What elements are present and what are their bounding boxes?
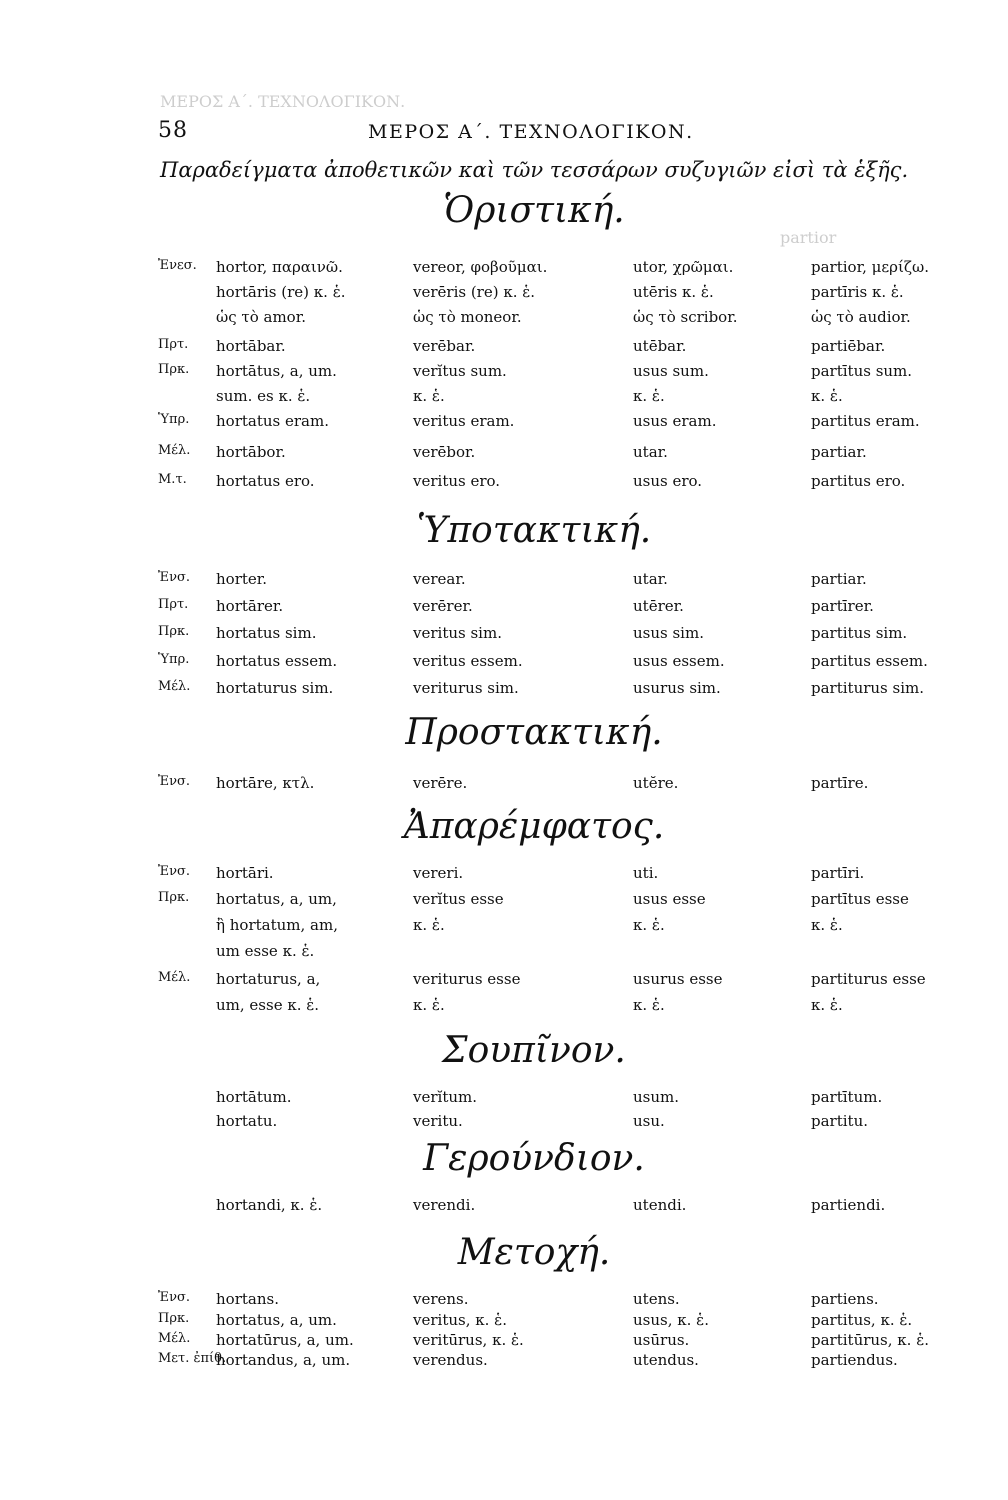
cell-partior: partitus ero.: [811, 472, 906, 490]
cell-hortor: um esse κ. ἑ.: [216, 942, 315, 960]
cell-hortor: horter.: [216, 570, 268, 588]
tense-label: Μέλ.: [158, 1331, 191, 1346]
cell-vereor: verĭtus sum.: [413, 362, 507, 380]
cell-vereor: veritus essem.: [413, 652, 523, 670]
cell-vereor: verĭtus esse: [413, 890, 504, 908]
cell-utor: utendi.: [633, 1196, 687, 1214]
bleed-through-text: partior: [780, 228, 837, 247]
cell-partior: κ. ἑ.: [811, 387, 843, 405]
cell-utor: usurus sim.: [633, 679, 721, 697]
cell-vereor: veritus eram.: [413, 412, 515, 430]
cell-partior: partiendus.: [811, 1351, 898, 1369]
cell-partior: partītus sum.: [811, 362, 913, 380]
table-row: [158, 942, 968, 964]
tense-label: Μέλ.: [158, 970, 191, 985]
cell-partior: ὡς τὸ audior.: [811, 308, 911, 326]
running-title: ΜΕΡΟΣ Α΄. ΤΕΧΝΟΛΟΓΙΚΟΝ.: [368, 121, 694, 143]
tense-label: Ὑπρ.: [158, 652, 190, 667]
cell-hortor: hortāre, κτλ.: [216, 774, 315, 792]
tense-label: Μ.τ.: [158, 472, 187, 487]
cell-vereor: verendus.: [413, 1351, 488, 1369]
cell-utor: usus sum.: [633, 362, 709, 380]
tense-label: Πρτ.: [158, 597, 189, 612]
tense-label: Ἐνσ.: [158, 864, 190, 879]
table-row: [158, 597, 968, 619]
cell-utor: usum.: [633, 1088, 680, 1106]
cell-partior: partiar.: [811, 443, 867, 461]
cell-partior: partiens.: [811, 1290, 879, 1308]
table-row: [158, 1311, 968, 1333]
table-row: [158, 1331, 968, 1353]
cell-vereor: vereor, φοβοῦμαι.: [413, 258, 548, 276]
section-heading-soupinon: Σουπῖνον.: [442, 1030, 626, 1071]
cell-vereor: verēbar.: [413, 337, 476, 355]
cell-hortor: hortandi, κ. ἑ.: [216, 1196, 323, 1214]
cell-vereor: ὡς τὸ moneor.: [413, 308, 522, 326]
cell-utor: utens.: [633, 1290, 680, 1308]
cell-partior: partitus eram.: [811, 412, 920, 430]
cell-hortor: hortor, παραινῶ.: [216, 258, 343, 276]
cell-vereor: veritus sim.: [413, 624, 502, 642]
tense-label: Πρτ.: [158, 337, 189, 352]
cell-utor: utēbar.: [633, 337, 687, 355]
cell-partior: partitu.: [811, 1112, 868, 1130]
cell-utor: utĕre.: [633, 774, 679, 792]
cell-partior: partitus sim.: [811, 624, 908, 642]
cell-hortor: hortatus sim.: [216, 624, 317, 642]
cell-utor: usus eram.: [633, 412, 717, 430]
cell-vereor: verēris (re) κ. ἑ.: [413, 283, 536, 301]
cell-vereor: κ. ἑ.: [413, 996, 445, 1014]
intro-sentence: Παραδείγματα ἀποθετικῶν καὶ τῶν τεσσάρων συζυγιῶν εἰσὶ τὰ ἑξῆς.: [160, 158, 909, 182]
cell-partior: partior, μερίζω.: [811, 258, 929, 276]
cell-hortor: hortābar.: [216, 337, 286, 355]
table-row: [158, 1196, 968, 1218]
cell-utor: usus essem.: [633, 652, 725, 670]
cell-vereor: veritus ero.: [413, 472, 501, 490]
table-row: [158, 864, 968, 886]
tense-label: Ἐνσ.: [158, 774, 190, 789]
section-heading-prostaktiki: Προστακτική.: [405, 712, 663, 753]
tense-label: Ἐνσ.: [158, 1290, 190, 1305]
tense-label: Μέλ.: [158, 443, 191, 458]
cell-hortor: hortatus ero.: [216, 472, 315, 490]
cell-utor: utērer.: [633, 597, 684, 615]
table-row: [158, 570, 968, 592]
cell-utor: usus esse: [633, 890, 706, 908]
tense-label: Πρκ.: [158, 1311, 190, 1326]
cell-partior: partītum.: [811, 1088, 883, 1106]
cell-vereor: verērer.: [413, 597, 473, 615]
cell-partior: partitus, κ. ἑ.: [811, 1311, 913, 1329]
cell-vereor: veritus, κ. ἑ.: [413, 1311, 507, 1329]
cell-hortor: hortatus, a, um.: [216, 1311, 337, 1329]
table-row: [158, 337, 968, 359]
cell-vereor: verear.: [413, 570, 466, 588]
cell-partior: partitus essem.: [811, 652, 928, 670]
cell-utor: usus sim.: [633, 624, 704, 642]
cell-hortor: ὡς τὸ amor.: [216, 308, 306, 326]
cell-hortor: hortaturus sim.: [216, 679, 334, 697]
table-row: [158, 387, 968, 409]
cell-utor: ὡς τὸ scribor.: [633, 308, 738, 326]
cell-partior: partiendi.: [811, 1196, 886, 1214]
cell-vereor: veritūrus, κ. ἑ.: [413, 1331, 524, 1349]
tense-label: Μετ. ἐπίθ.: [158, 1351, 227, 1366]
cell-partior: partīris κ. ἑ.: [811, 283, 904, 301]
cell-vereor: veriturus sim.: [413, 679, 519, 697]
cell-hortor: hortans.: [216, 1290, 279, 1308]
table-row: [158, 1351, 968, 1373]
cell-hortor: hortātum.: [216, 1088, 292, 1106]
tense-label: Ἐνσ.: [158, 570, 190, 585]
table-row: [158, 443, 968, 465]
cell-vereor: verendi.: [413, 1196, 476, 1214]
cell-hortor: sum. es κ. ἑ.: [216, 387, 311, 405]
cell-utor: usus, κ. ἑ.: [633, 1311, 709, 1329]
table-row: [158, 970, 968, 992]
cell-hortor: hortandus, a, um.: [216, 1351, 351, 1369]
cell-partior: partīrer.: [811, 597, 874, 615]
cell-utor: utar.: [633, 570, 668, 588]
cell-vereor: κ. ἑ.: [413, 916, 445, 934]
cell-partior: partīri.: [811, 864, 865, 882]
cell-utor: usūrus.: [633, 1331, 690, 1349]
cell-hortor: um, esse κ. ἑ.: [216, 996, 320, 1014]
table-row: [158, 258, 968, 280]
cell-hortor: hortatus, a, um,: [216, 890, 337, 908]
section-heading-aparemfatos: Ἀπαρέμφατος.: [403, 806, 665, 847]
cell-vereor: veriturus esse: [413, 970, 521, 988]
table-row: [158, 679, 968, 701]
tense-label: Πρκ.: [158, 362, 190, 377]
table-row: [158, 472, 968, 494]
cell-vereor: verĭtum.: [413, 1088, 477, 1106]
cell-utor: utēris κ. ἑ.: [633, 283, 714, 301]
cell-hortor: hortārer.: [216, 597, 284, 615]
section-heading-ypotaktiki: Ὑποτακτική.: [416, 510, 652, 551]
tense-label: Ἐνεσ.: [158, 258, 197, 273]
table-row: [158, 1112, 968, 1134]
cell-partior: partītus esse: [811, 890, 909, 908]
cell-utor: utendus.: [633, 1351, 699, 1369]
cell-utor: uti.: [633, 864, 659, 882]
cell-partior: κ. ἑ.: [811, 916, 843, 934]
cell-hortor: hortaturus, a,: [216, 970, 321, 988]
bleed-through-text: ΜΕΡΟΣ Α΄. ΤΕΧΝΟΛΟΓΙΚΟΝ.: [160, 92, 406, 111]
cell-vereor: verēbor.: [413, 443, 476, 461]
cell-hortor: hortābor.: [216, 443, 286, 461]
cell-partior: partiēbar.: [811, 337, 886, 355]
table-row: [158, 774, 968, 796]
table-row: [158, 308, 968, 330]
table-row: [158, 890, 968, 912]
tense-label: Πρκ.: [158, 890, 190, 905]
table-row: [158, 283, 968, 305]
cell-utor: κ. ἑ.: [633, 916, 665, 934]
cell-partior: partiturus esse: [811, 970, 926, 988]
page-header: [158, 118, 948, 148]
cell-vereor: veritu.: [413, 1112, 463, 1130]
table-row: [158, 996, 968, 1018]
table-row: [158, 1088, 968, 1110]
table-row: [158, 652, 968, 674]
cell-hortor: hortatus eram.: [216, 412, 329, 430]
cell-utor: utor, χρῶμαι.: [633, 258, 734, 276]
tense-label: Ὑπρ.: [158, 412, 190, 427]
tense-label: Μέλ.: [158, 679, 191, 694]
cell-hortor: hortatu.: [216, 1112, 278, 1130]
cell-vereor: vereri.: [413, 864, 464, 882]
table-row: [158, 412, 968, 434]
table-row: [158, 916, 968, 938]
cell-utor: κ. ἑ.: [633, 996, 665, 1014]
cell-vereor: κ. ἑ.: [413, 387, 445, 405]
tense-label: Πρκ.: [158, 624, 190, 639]
cell-hortor: ἢ hortatum, am,: [216, 916, 338, 934]
cell-vereor: verens.: [413, 1290, 469, 1308]
cell-vereor: verēre.: [413, 774, 468, 792]
cell-utor: usus ero.: [633, 472, 703, 490]
page-number: 58: [158, 118, 188, 143]
section-heading-gerountion: Γερούνδιον.: [423, 1138, 645, 1179]
table-row: [158, 624, 968, 646]
cell-hortor: hortāri.: [216, 864, 274, 882]
table-row: [158, 362, 968, 384]
table-row: [158, 1290, 968, 1312]
cell-utor: κ. ἑ.: [633, 387, 665, 405]
section-heading-oristiki: Ὁριστική.: [443, 190, 625, 231]
cell-hortor: hortatus essem.: [216, 652, 338, 670]
cell-partior: partiturus sim.: [811, 679, 925, 697]
cell-utor: usu.: [633, 1112, 665, 1130]
section-heading-metochi: Μετοχή.: [457, 1232, 611, 1273]
cell-hortor: hortāris (re) κ. ἑ.: [216, 283, 346, 301]
cell-partior: partiar.: [811, 570, 867, 588]
cell-partior: partitūrus, κ. ἑ.: [811, 1331, 930, 1349]
cell-partior: κ. ἑ.: [811, 996, 843, 1014]
cell-utor: utar.: [633, 443, 668, 461]
cell-utor: usurus esse: [633, 970, 723, 988]
cell-hortor: hortatūrus, a, um.: [216, 1331, 354, 1349]
cell-partior: partīre.: [811, 774, 869, 792]
cell-hortor: hortātus, a, um.: [216, 362, 337, 380]
